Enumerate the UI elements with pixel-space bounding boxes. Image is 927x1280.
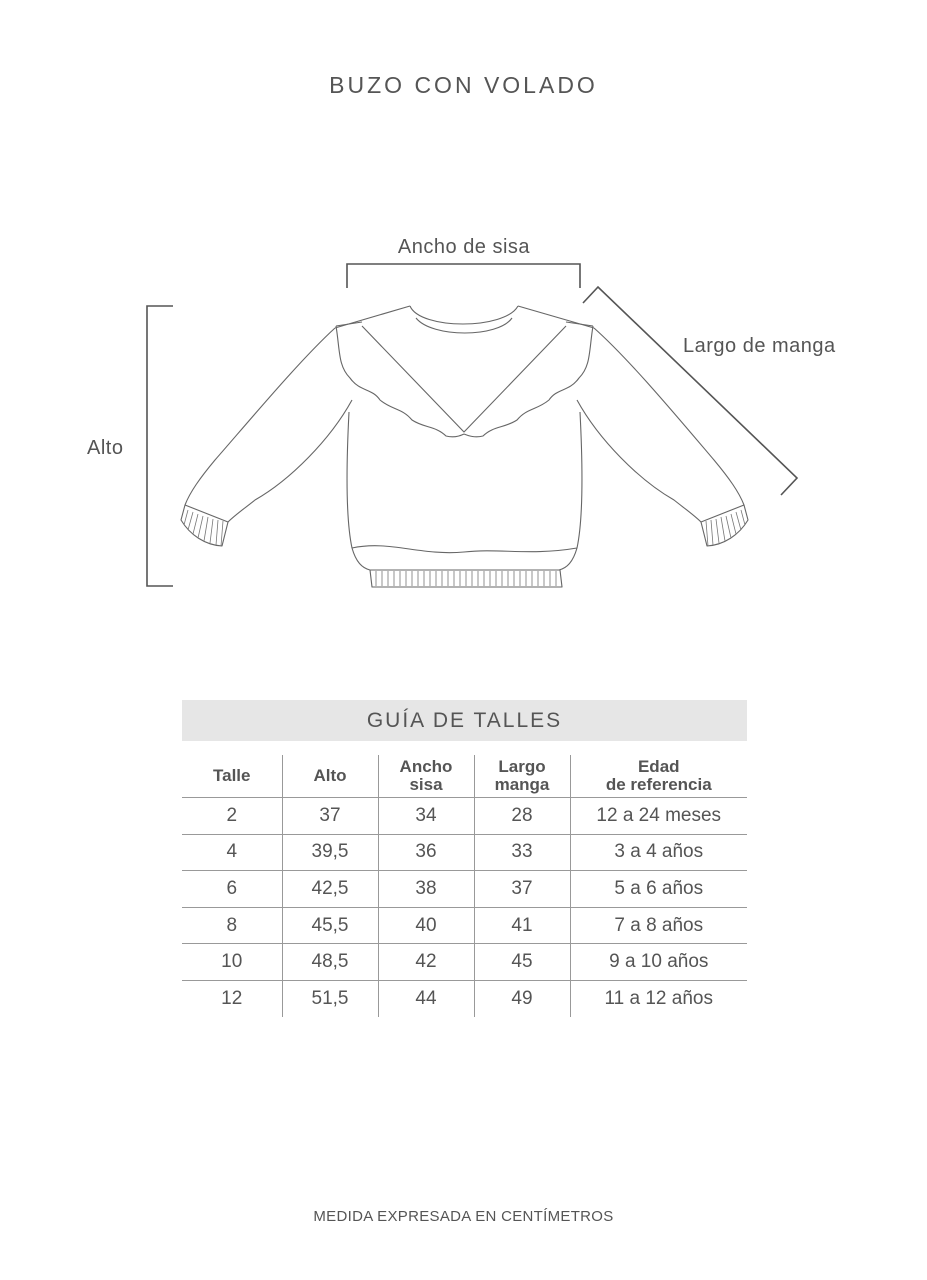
alto-bracket [147, 306, 173, 586]
table-cell: 48,5 [282, 944, 378, 981]
table-cell: 33 [474, 834, 570, 871]
table-cell: 5 a 6 años [570, 871, 747, 908]
table-cell: 38 [378, 871, 474, 908]
table-cell: 34 [378, 798, 474, 835]
table-cell: 11 a 12 años [570, 980, 747, 1016]
table-cell: 8 [182, 907, 282, 944]
table-cell: 36 [378, 834, 474, 871]
column-header: Ancho sisa [378, 755, 474, 798]
table-row [182, 944, 747, 981]
alto-label: Alto [87, 437, 124, 459]
table-cell: 7 a 8 años [570, 907, 747, 944]
table-cell: 28 [474, 798, 570, 835]
largo-label: Largo de manga [683, 335, 836, 357]
largo-bracket [583, 287, 797, 495]
table-cell: 42 [378, 944, 474, 981]
table-cell: 42,5 [282, 871, 378, 908]
column-header: Alto [282, 755, 378, 798]
sweater-drawing [181, 306, 748, 587]
table-cell: 37 [474, 871, 570, 908]
column-header: Largo manga [474, 755, 570, 798]
table-cell: 40 [378, 907, 474, 944]
table-cell: 12 a 24 meses [570, 798, 747, 835]
table-row [182, 871, 747, 908]
table-cell: 37 [282, 798, 378, 835]
table-cell: 45,5 [282, 907, 378, 944]
column-header: Edad de referencia [570, 755, 747, 798]
table-cell: 44 [378, 980, 474, 1016]
table-cell: 2 [182, 798, 282, 835]
table-row [182, 980, 747, 1016]
table-cell: 4 [182, 834, 282, 871]
table-row [182, 798, 747, 835]
ancho-bracket [347, 264, 580, 288]
ribbing-hatch [184, 510, 745, 586]
footer-note: MEDIDA EXPRESADA EN CENTÍMETROS [313, 1208, 614, 1225]
table-cell: 12 [221, 987, 243, 1009]
table-cell: 3 a 4 años [570, 834, 747, 871]
table-row [182, 907, 747, 944]
table-cell: 49 [474, 980, 570, 1016]
table-cell: 9 a 10 años [570, 944, 747, 981]
column-header: Talle [182, 755, 282, 798]
page-title: BUZO CON VOLADO [329, 72, 598, 98]
table-row [182, 834, 747, 871]
table-cell: 39,5 [282, 834, 378, 871]
table-cell: 51,5 [282, 980, 378, 1016]
table-cell: 41 [474, 907, 570, 944]
table-header-row [182, 755, 747, 798]
ancho-label: Ancho de sisa [397, 236, 531, 258]
table-cell: 6 [182, 871, 282, 908]
table-cell: 10 [182, 944, 282, 981]
size-guide-title: GUÍA DE TALLES [182, 700, 747, 741]
table-cell: 45 [474, 944, 570, 981]
size-table [182, 755, 747, 1017]
